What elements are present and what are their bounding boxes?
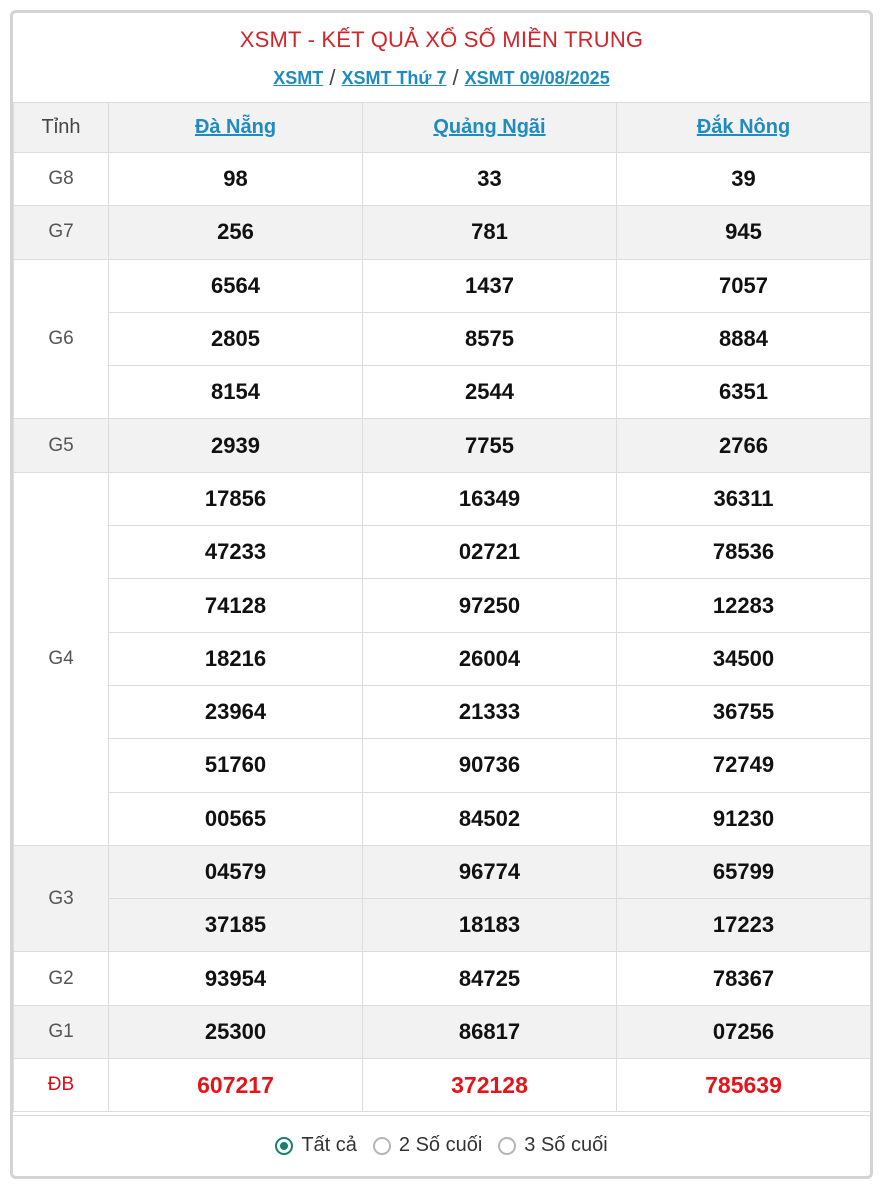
prize-row-g7 (14, 206, 871, 259)
breadcrumb-separator: / (329, 65, 336, 90)
province-link-quang-ngai[interactable]: Quảng Ngãi (433, 116, 546, 138)
prize-number: 74128 (109, 579, 363, 632)
prize-label: G7 (14, 206, 109, 259)
prize-number: 2805 (109, 312, 363, 365)
prize-row-g6 (14, 366, 871, 419)
prize-row-g5 (14, 419, 871, 472)
breadcrumb-xsmt[interactable]: XSMT (273, 68, 324, 88)
prize-number: 781 (363, 206, 617, 259)
prize-number: 17223 (617, 899, 871, 952)
prize-number: 96774 (363, 845, 617, 898)
filter-option-2-last-digits[interactable] (373, 1134, 482, 1157)
prize-number: 93954 (109, 952, 363, 1005)
prize-number: 84725 (363, 952, 617, 1005)
prize-row-g4 (14, 472, 871, 525)
prize-row-g4 (14, 685, 871, 738)
province-header-dak-nong (617, 103, 871, 153)
prize-row-g2 (14, 952, 871, 1005)
prize-label: G6 (14, 259, 109, 419)
prize-number: 36311 (617, 472, 871, 525)
prize-number: 1437 (363, 259, 617, 312)
prize-label: G3 (14, 845, 109, 952)
prize-number: 2939 (109, 419, 363, 472)
prize-number: 8154 (109, 366, 363, 419)
prize-row-g4 (14, 632, 871, 685)
prize-number: 39 (617, 153, 871, 206)
prize-row-g6 (14, 312, 871, 365)
prize-number: 6351 (617, 366, 871, 419)
prize-row-g4 (14, 526, 871, 579)
prize-number: 21333 (363, 685, 617, 738)
prize-row-g1 (14, 1005, 871, 1058)
prize-label: G5 (14, 419, 109, 472)
prize-number: 25300 (109, 1005, 363, 1058)
prize-row-g4 (14, 739, 871, 792)
prize-number: 86817 (363, 1005, 617, 1058)
prize-label: G8 (14, 153, 109, 206)
province-header-da-nang (109, 103, 363, 153)
results-panel (10, 10, 873, 1179)
prize-number: 91230 (617, 792, 871, 845)
prize-number: 2766 (617, 419, 871, 472)
filter-option-3-last-digits[interactable] (498, 1134, 607, 1157)
prize-label: G4 (14, 472, 109, 845)
radio-button-icon[interactable] (498, 1137, 516, 1155)
prize-number: 84502 (363, 792, 617, 845)
table-header-row (14, 103, 871, 153)
filter-option-label: 2 Số cuối (398, 1134, 483, 1157)
prize-number: 18183 (363, 899, 617, 952)
prize-number: 51760 (109, 739, 363, 792)
prize-number: 8884 (617, 312, 871, 365)
province-column-header: Tỉnh (14, 103, 109, 153)
prize-row-g6 (14, 259, 871, 312)
radio-button-icon[interactable] (275, 1137, 293, 1155)
prize-number: 97250 (363, 579, 617, 632)
digit-filter-bar (13, 1115, 870, 1177)
prize-row-g4 (14, 579, 871, 632)
breadcrumb-xsmt-thu-7[interactable]: XSMT Thứ 7 (341, 68, 447, 88)
prize-number: 18216 (109, 632, 363, 685)
results-table-body (14, 103, 871, 1112)
prize-number: 78367 (617, 952, 871, 1005)
filter-option-label: Tất cả (301, 1134, 357, 1157)
prize-number: 23964 (109, 685, 363, 738)
prize-number: 07256 (617, 1005, 871, 1058)
breadcrumb (13, 65, 870, 91)
prize-number: 945 (617, 206, 871, 259)
page-title: XSMT - KẾT QUẢ XỔ SỐ MIỀN TRUNG (239, 27, 644, 52)
prize-row-g4 (14, 792, 871, 845)
filter-option-all[interactable] (275, 1134, 357, 1157)
radio-button-icon[interactable] (373, 1137, 391, 1155)
prize-row-g3 (14, 845, 871, 898)
prize-number: 90736 (363, 739, 617, 792)
prize-number: 47233 (109, 526, 363, 579)
prize-number: 98 (109, 153, 363, 206)
prize-number: 04579 (109, 845, 363, 898)
prize-row-g8 (14, 153, 871, 206)
prize-number: 7057 (617, 259, 871, 312)
special-prize-number: 785639 (617, 1059, 871, 1112)
prize-label: G1 (14, 1005, 109, 1058)
prize-label: ĐB (14, 1059, 109, 1112)
prize-label: G2 (14, 952, 109, 1005)
province-link-da-nang[interactable]: Đà Nẵng (194, 116, 277, 138)
prize-number: 36755 (617, 685, 871, 738)
prize-number: 26004 (363, 632, 617, 685)
prize-number: 33 (363, 153, 617, 206)
prize-number: 16349 (363, 472, 617, 525)
prize-row-g3 (14, 899, 871, 952)
breadcrumb-separator: / (452, 65, 459, 90)
special-prize-number: 372128 (363, 1059, 617, 1112)
prize-number: 72749 (617, 739, 871, 792)
prize-number: 2544 (363, 366, 617, 419)
prize-number: 12283 (617, 579, 871, 632)
prize-number: 65799 (617, 845, 871, 898)
province-header-quang-ngai (363, 103, 617, 153)
special-prize-number: 607217 (109, 1059, 363, 1112)
prize-number: 8575 (363, 312, 617, 365)
prize-number: 78536 (617, 526, 871, 579)
prize-row-đb (14, 1059, 871, 1112)
prize-number: 34500 (617, 632, 871, 685)
prize-number: 37185 (109, 899, 363, 952)
prize-number: 256 (109, 206, 363, 259)
digit-filter-options (13, 1134, 870, 1157)
filter-option-label: 3 Số cuối (524, 1134, 608, 1157)
prize-number: 02721 (363, 526, 617, 579)
province-link-dak-nong[interactable]: Đắk Nông (696, 116, 791, 138)
prize-number: 17856 (109, 472, 363, 525)
results-table (13, 102, 871, 1112)
prize-number: 6564 (109, 259, 363, 312)
prize-number: 00565 (109, 792, 363, 845)
breadcrumb-xsmt-date[interactable]: XSMT 09/08/2025 (464, 68, 610, 88)
prize-number: 7755 (363, 419, 617, 472)
